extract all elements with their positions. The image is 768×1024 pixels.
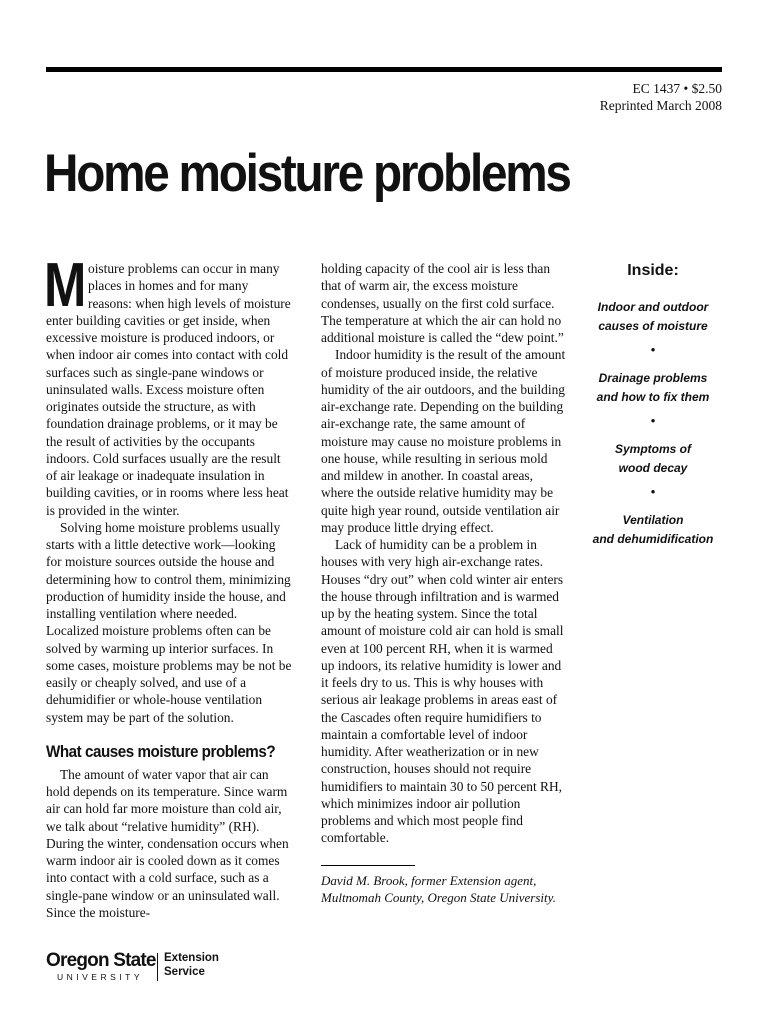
paragraph: Indoor humidity is the result of the amount of moisture produced inside, the relative humidity of the air outdoors, and the building air-exchange rate. Depending on the building air-exchange rate, the same amount of moisture may cause no moisture problems in one house, while resulting in serious mold and mildew in another. In coastal areas, where the outside relative humidity may be quite high year round, outside ventilation air may produce little drying effect. [321,347,566,535]
paragraph: holding capacity of the cool air is less than that of warm air, the excess moisture condenses, usually on the first cold surface. The temperature at which the air can hold no additional moisture is called the “dew point.” [321,261,564,345]
inside-item [584,298,722,335]
publication-info [600,80,722,114]
paragraph: The amount of water vapor that air can hold depends on its temperature. Since warm air can hold far more moisture than cold air, we talk about “relative humidity” (RH). During the winter, condensation occurs when warm indoor air is cooled down as it comes into contact with a cold surface, such as a single-pane window or an uninsulated wall. Since the moisture- [46,766,289,920]
inside-item [584,440,722,477]
bullet-icon: • [650,342,656,357]
inside-item-line: wood decay [618,460,688,475]
inside-item-line: Symptoms of [614,442,691,456]
intro-text: oisture problems can occur in many places in homes and for many reasons: when high levels of moisture enter building cavities or get inside, when excessive moisture is produced indoors, or when indoor air comes into contact with cold surfaces such as single-pane windows or uninsulated walls. Excess moisture often originates outside the structure, as with foundation drainage problems, or it may be the result of activities by the occupants indoors. Cold surfaces usually are the result of air leakage or inadequate insulation in building cavities, or in rooms where less heat is provided in the winter. [46,261,291,518]
inside-item-line: and how to fix them [596,389,710,404]
paragraph: Lack of humidity can be a problem in houses with very high air-exchange rates. Houses “dry out” when cold winter air enters the house through infiltration and is warmed up by the heating system. Since the total amount of moisture cold air can hold is small even at 100 percent RH, when it is warmed up indoors, its relative humidity is lower and it feels dry to us. This is why houses with serious air leakage problems in areas east of the Cascades often require humidifiers to maintain a comfortable level of indoor humidity. After weatherization or in new construction, houses should not require humidifiers to maintain 30 to 50 percent RH, which minimizes indoor air pollution problems and which most people find comfortable. [321,537,564,846]
author-credit [321,872,567,906]
article-column-1 [44,251,292,921]
logo-extension-service [164,951,219,979]
logo-service: Service [164,966,205,978]
inside-sidebar [584,262,722,548]
intro-paragraph [44,251,292,519]
logo-name: Oregon State [46,950,156,971]
drop-cap: M [44,251,87,320]
logo-extension: Extension [164,952,219,964]
author-affiliation: Multnomah County, Oregon State University. [321,889,556,905]
inside-heading: Inside: [627,262,679,279]
inside-item [584,511,722,548]
inside-item-line: Ventilation [622,513,684,527]
logo-wordmark [46,950,154,983]
author-divider [321,865,415,866]
author-line: David M. Brook, former Extension agent, [321,872,537,888]
logo-divider [157,953,158,981]
paragraph: Solving home moisture problems usually starts with a little detective work—looking for moisture sources outside the house and determining how to control them, minimizing production of humidity inside the house, and installing ventilation where needed. Localized moisture problems often can be solved by warming up interior surfaces. In some cases, moisture problems may be not be easily or cheaply solved, and use of a dehumidifier or whole-house ventilation system may be part of the solution. [46,519,292,725]
top-rule [46,67,722,72]
inside-item-line: and dehumidification [592,531,714,546]
page-title: Home moisture problems [44,144,570,203]
inside-item-line: Drainage problems [598,371,708,385]
publication-number: EC 1437 • $2.50 [632,81,722,96]
inside-item-line: Indoor and outdoor [597,300,709,314]
reprint-date: Reprinted March 2008 [599,98,722,113]
inside-item-line: causes of moisture [598,318,708,333]
logo-university: UNIVERSITY [56,972,143,982]
bullet-icon: • [650,413,656,428]
bullet-icon: • [650,484,656,499]
section-heading: What causes moisture problems? [46,742,276,761]
article-column-2 [321,260,567,906]
inside-item [584,369,722,406]
